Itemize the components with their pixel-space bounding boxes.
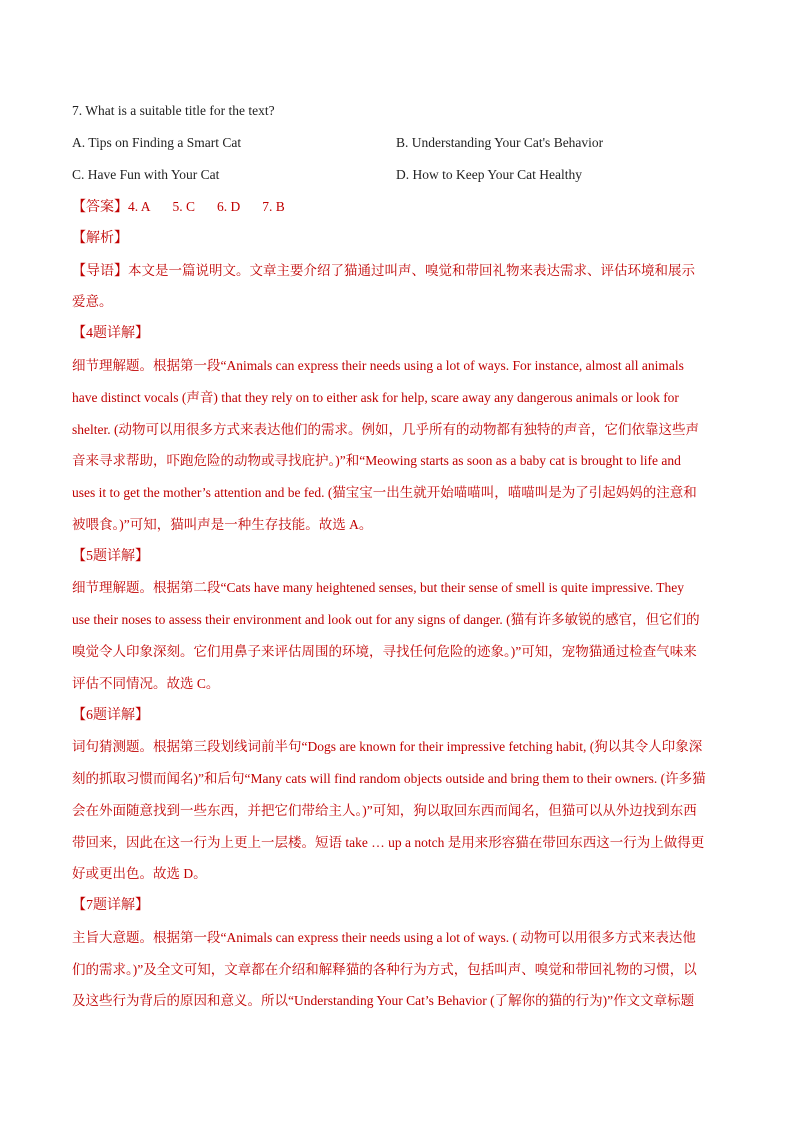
q6-line-3: 会在外面随意找到一些东西，并把它们带给主人。)”可知，狗以取回东西而闻名，但猫可以从外边找到东西: [72, 803, 697, 818]
q6-line-5: 好或更出色。故选 D。: [72, 866, 207, 881]
answer-4: 4. A: [128, 199, 151, 214]
q6-label: 【6题详解】: [72, 708, 149, 723]
q7-line-2: 们的需求。)”及全文可知，文章都在介绍和解释猫的各种行为方式，包括叫声、嗅觉和带回礼物的习惯，以: [72, 962, 697, 977]
q4-line-5: uses it to get the mother’s attention and be fed. (猫宝宝一出生就开始喵喵叫，喵喵叫是为了引起妈妈的注意和: [72, 485, 697, 500]
q5-line-1: 细节理解题。根据第二段“Cats have many heightened senses, but their sense of smell is quite impressive. They: [72, 580, 685, 595]
answer-7: 7. B: [262, 199, 285, 214]
q7-line-1: 主旨大意题。根据第一段“Animals can express their needs using a lot of ways. ( 动物可以用很多方式来表达他: [72, 930, 696, 945]
q7-label: 【7题详解】: [72, 898, 149, 913]
q4-line-2: have distinct vocals (声音) that they rely on to either ask for help, scare away any dangerous animals or look for: [72, 390, 679, 405]
answer-line: [72, 197, 732, 218]
q6-line-1: 词句猜测题。根据第三段划线词前半句“Dogs are known for their impressive fetching habit, (狗以其令人印象深: [72, 739, 703, 754]
option-b: B. Understanding Your Cat's Behavior: [396, 135, 604, 150]
option-d: D. How to Keep Your Cat Healthy: [396, 167, 582, 182]
answer-5: 5. C: [172, 199, 196, 214]
option-c: C. Have Fun with Your Cat: [72, 167, 220, 182]
q4-line-1: 细节理解题。根据第一段“Animals can express their needs using a lot of ways. For instance, almost all animals: [72, 358, 684, 373]
answer-label: 【答案】: [72, 200, 128, 215]
answer-6: 6. D: [217, 199, 241, 214]
q6-line-4: 带回来，因此在这一行为上更上一层楼。短语 take … up a notch 是用来形容猫在带回东西这一行为上做得更: [72, 835, 705, 850]
q5-line-2: use their noses to assess their environment and look out for any signs of danger. (猫有许多敏锐的感官，但它们的: [72, 612, 700, 627]
q5-line-4: 评估不同情况。故选 C。: [72, 676, 220, 691]
q7-line-3: 及这些行为背后的原因和意义。所以“Understanding Your Cat’s Behavior (了解你的猫的行为)”作文文章标题: [72, 993, 695, 1008]
q5-line-3: 嗅觉令人印象深刻。它们用鼻子来评估周围的环境，寻找任何危险的迹象。)”可知，宠物猫通过检查气味来: [72, 644, 697, 659]
guide-text-1: 本文是一篇说明文。文章主要介绍了猫通过叫声、嗅觉和带回礼物来表达需求、评估环境和展示: [128, 263, 695, 278]
q5-label: 【5题详解】: [72, 549, 149, 564]
q4-label: 【4题详解】: [72, 326, 149, 341]
q6-line-2: 刻的抓取习惯而闻名)”和后句“Many cats will find random objects outside and bring them to their owners. (许多猫: [72, 771, 706, 786]
q4-line-6: 被喂食。)”可知，猫叫声是一种生存技能。故选 A。: [72, 517, 373, 532]
analysis-label: 【解析】: [72, 231, 128, 246]
guide-line-2: 爱意。: [72, 294, 113, 309]
q4-line-3: shelter. (动物可以用很多方式来表达他们的需求。例如，几乎所有的动物都有独特的声音，它们依靠这些声: [72, 422, 699, 437]
guide-line-1: [72, 261, 732, 282]
question-stem: 7. What is a suitable title for the text?: [72, 103, 275, 118]
option-a: A. Tips on Finding a Smart Cat: [72, 135, 242, 150]
guide-label: 【导语】: [72, 264, 128, 279]
q4-line-4: 音来寻求帮助，吓跑危险的动物或寻找庇护。)”和“Meowing starts as soon as a baby cat is brought to life and: [72, 453, 681, 468]
